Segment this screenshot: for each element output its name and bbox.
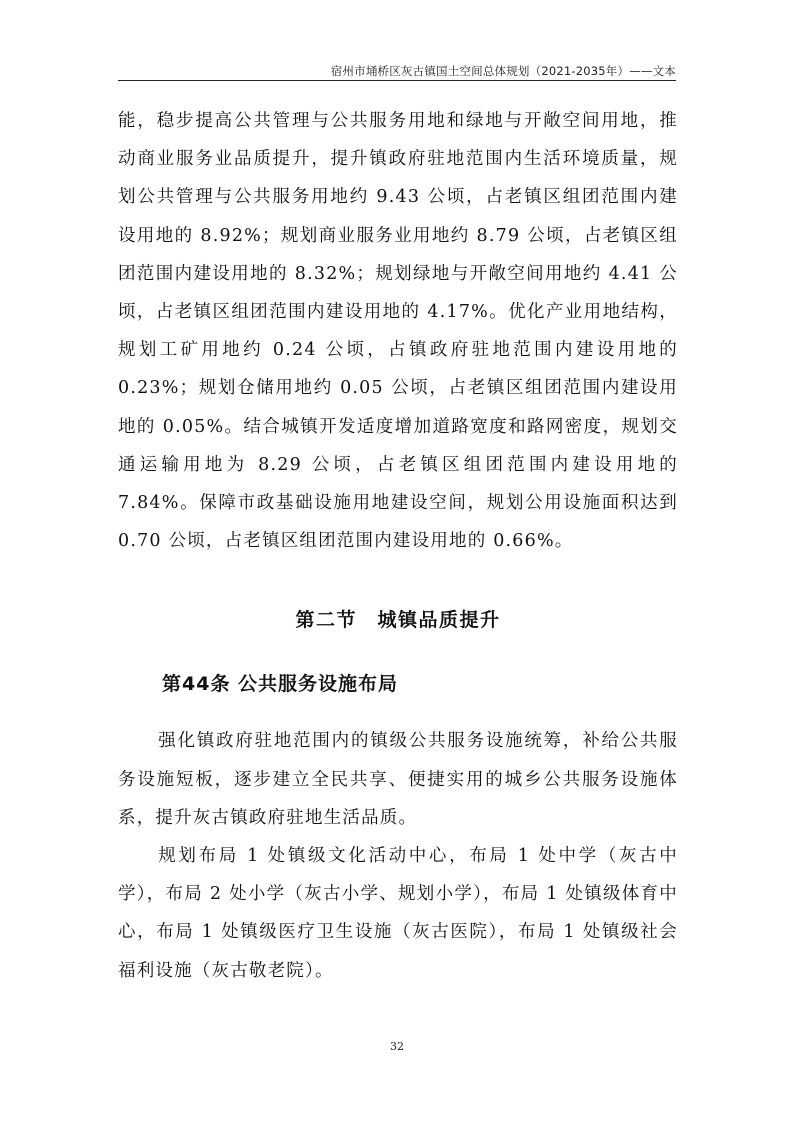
article-paragraph-2: 规划布局 1 处镇级文化活动中心，布局 1 处中学（灰古中学），布局 2 处小学（灰古小学、规划小学），布局 1 处镇级体育中心，布局 1 处镇级医疗卫生设施（灰古医院），布局 1 处镇级社会福利设施（灰古敬老院）。 bbox=[118, 846, 678, 981]
article-title: 第44条 公共服务设施布局 bbox=[162, 673, 399, 696]
page-content bbox=[118, 102, 678, 990]
article-body bbox=[118, 722, 678, 989]
section-title: 第二节 城镇品质提升 bbox=[295, 609, 501, 632]
header-title: 宿州市埇桥区灰古镇国土空间总体规划（2021-2035年）——文本 bbox=[330, 64, 676, 78]
running-header bbox=[118, 60, 676, 81]
page-number: 32 bbox=[390, 1040, 404, 1053]
continued-paragraph: 能，稳步提高公共管理与公共服务用地和绿地与开敞空间用地，推动商业服务业品质提升，提升镇政府驻地范围内生活环境质量，规划公共管理与公共服务用地约 9.43 公顷，占老镇区组团范围内建设用地的 8.92%；规划商业服务业用地约 8.79 公顷，占老镇区组团范围内建设用地的 8.32%；规划绿地与开敞空间用地约 4.41 公顷，占老镇区组团范围内建设用地的 4.17%。优化产业用地结构，规划工矿用地约 0.24 公顷，占镇政府驻地范围内建设用地的 0.23%；规划仓储用地约 0.05 公顷，占老镇区组团范围内建设用地的 0.05%。结合城镇开发适度增加道路宽度和路网密度，规划交通运输用地为 8.29 公顷，占老镇区组团范围内建设用地的 7.84%。保障市政基础设施用地建设空间，规划公用设施面积达到 0.70 公顷，占老镇区组团范围内建设用地的 0.66%。 bbox=[118, 111, 678, 552]
article-paragraph-1: 强化镇政府驻地范围内的镇级公共服务设施统筹，补给公共服务设施短板，逐步建立全民共享、便捷实用的城乡公共服务设施体系，提升灰古镇政府驻地生活品质。 bbox=[118, 731, 678, 828]
